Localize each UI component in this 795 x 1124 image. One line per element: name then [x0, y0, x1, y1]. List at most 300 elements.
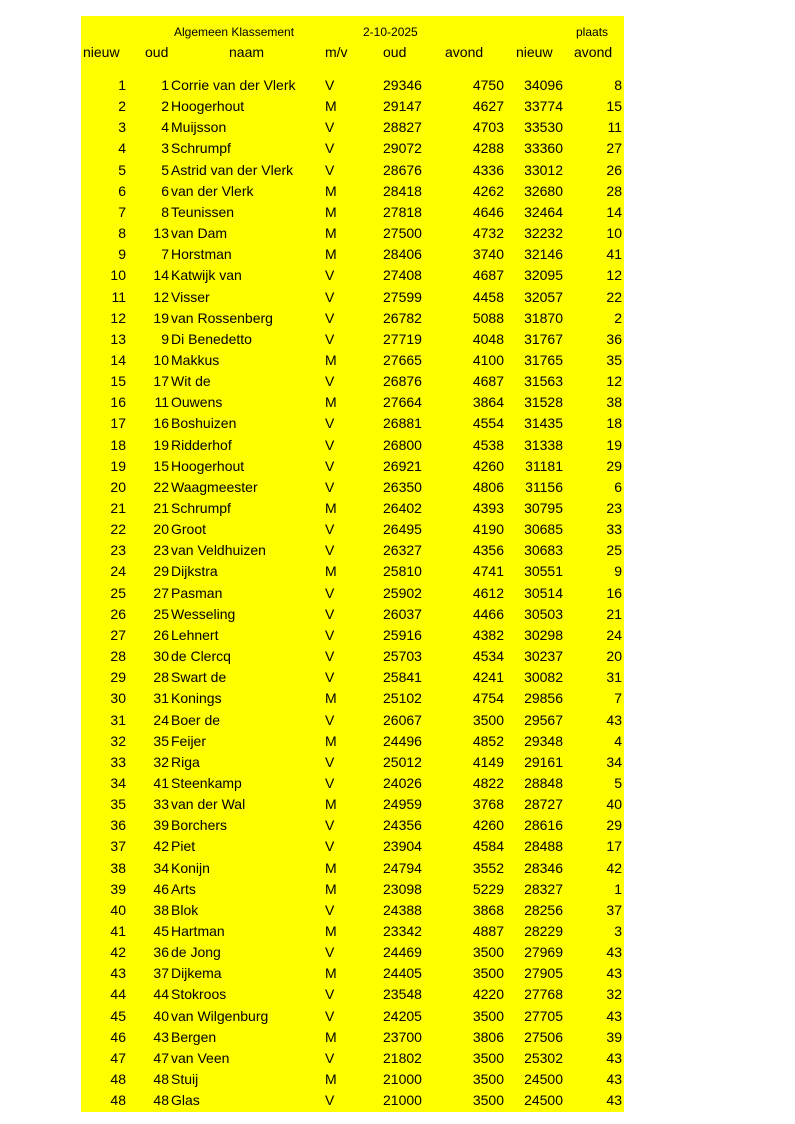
points-old: 25102: [383, 690, 422, 707]
points-new: 29567: [524, 711, 563, 728]
rank-new: 42: [110, 944, 126, 961]
rank-old: 15: [153, 457, 169, 474]
rank-old: 12: [153, 288, 169, 305]
rank-new: 46: [110, 1028, 126, 1045]
player-name: Wit de: [171, 373, 211, 390]
rank-new: 23: [110, 542, 126, 559]
points-evening: 4288: [472, 140, 504, 157]
points-old: 28676: [383, 161, 422, 178]
points-evening: 4806: [472, 478, 504, 495]
points-evening: 5229: [472, 880, 504, 897]
rank-new: 22: [110, 521, 126, 538]
player-name: Riga: [171, 753, 200, 770]
table-row: [81, 604, 624, 625]
rank-new: 48: [110, 1092, 126, 1109]
points-new: 28488: [524, 838, 563, 855]
points-new: 30685: [524, 521, 563, 538]
points-evening: 4538: [472, 436, 504, 453]
table-row: [81, 921, 624, 942]
evening-place: 24: [606, 626, 622, 643]
rank-old: 35: [153, 732, 169, 749]
rank-new: 41: [110, 923, 126, 939]
gender: M: [325, 225, 337, 242]
rank-old: 41: [153, 774, 169, 791]
table-row: [81, 667, 624, 688]
rank-old: 2: [161, 98, 169, 115]
gender: M: [325, 1028, 337, 1045]
plaats-label: plaats: [576, 25, 609, 39]
player-name: van Veen: [171, 1049, 230, 1066]
points-new: 31563: [524, 373, 563, 390]
rank-old: 45: [153, 923, 169, 939]
header-oud-punten: oud: [383, 44, 407, 60]
points-evening: 4703: [472, 119, 504, 136]
evening-place: 43: [606, 965, 622, 982]
points-old: 26876: [383, 373, 422, 390]
points-evening: 4048: [472, 330, 504, 347]
gender: M: [325, 690, 337, 707]
points-old: 25810: [383, 563, 422, 580]
evening-place: 43: [606, 1049, 622, 1066]
player-name: Blok: [171, 901, 199, 918]
player-name: Corrie van der Vlerk: [171, 77, 296, 93]
evening-place: 43: [606, 1071, 622, 1088]
player-name: Schrumpf: [171, 500, 231, 516]
table-row: [81, 815, 624, 836]
rank-old: 21: [153, 500, 169, 516]
evening-place: 12: [606, 267, 622, 284]
points-evening: 4732: [472, 225, 504, 242]
points-old: 26881: [383, 415, 422, 432]
evening-place: 1: [614, 880, 622, 897]
evening-place: 31: [606, 669, 622, 686]
gender: V: [325, 605, 335, 622]
rank-old: 11: [154, 394, 169, 411]
gender: V: [325, 436, 335, 453]
points-evening: 4534: [472, 648, 504, 665]
points-old: 25916: [383, 626, 422, 643]
player-name: Ouwens: [171, 394, 223, 411]
table-row: [81, 413, 624, 434]
player-name: Boshuizen: [171, 415, 237, 432]
player-name: Groot: [171, 521, 207, 538]
rank-old: 14: [153, 267, 169, 284]
rank-new: 3: [118, 119, 126, 136]
evening-place: 18: [606, 415, 622, 432]
points-old: 23700: [383, 1028, 422, 1045]
gender: V: [325, 457, 335, 474]
table-row: [81, 1090, 624, 1111]
player-name: Konings: [171, 690, 222, 707]
rank-new: 43: [110, 965, 126, 982]
points-new: 29161: [524, 753, 563, 770]
points-old: 28827: [383, 119, 422, 136]
table-row: [81, 96, 624, 117]
gender: V: [325, 626, 335, 643]
table-row: [81, 223, 624, 244]
evening-place: 23: [606, 500, 622, 516]
gender: V: [325, 838, 335, 855]
header-avond-plaats: avond: [574, 44, 613, 60]
points-old: 25703: [383, 648, 422, 665]
rank-new: 16: [110, 394, 126, 411]
header-mv: m/v: [325, 44, 348, 60]
points-evening: 4754: [472, 690, 504, 707]
points-new: 31765: [524, 351, 563, 368]
points-evening: 3868: [472, 901, 504, 918]
player-name: Piet: [171, 838, 196, 855]
evening-place: 26: [606, 161, 622, 178]
points-new: 29348: [524, 732, 563, 749]
points-evening: 3740: [472, 246, 504, 263]
points-old: 26495: [383, 521, 422, 538]
rank-old: 24: [153, 711, 169, 728]
table-row: [81, 456, 624, 477]
points-old: 26782: [383, 309, 422, 326]
rank-old: 26: [153, 626, 169, 643]
points-old: 29147: [383, 98, 422, 115]
evening-place: 37: [606, 901, 622, 918]
table-row: [81, 519, 624, 540]
points-new: 28848: [524, 774, 563, 791]
rank-new: 10: [110, 267, 126, 284]
player-name: van der Wal: [171, 796, 246, 813]
gender: M: [325, 859, 337, 876]
player-name: Pasman: [171, 584, 223, 601]
player-name: Visser: [171, 288, 210, 305]
points-old: 24794: [383, 859, 422, 876]
points-evening: 5088: [472, 309, 504, 326]
points-new: 31156: [525, 478, 563, 495]
evening-place: 12: [606, 373, 622, 390]
gender: M: [325, 246, 337, 263]
rank-new: 48: [110, 1071, 126, 1088]
player-name: Swart de: [171, 669, 227, 686]
rank-new: 19: [110, 457, 126, 474]
player-name: Glas: [171, 1092, 200, 1109]
points-new: 28727: [524, 796, 563, 813]
evening-place: 16: [606, 584, 622, 601]
evening-place: 6: [614, 478, 622, 495]
player-name: Horstman: [171, 246, 232, 263]
points-evening: 3500: [472, 1071, 504, 1088]
player-name: de Jong: [171, 944, 221, 961]
table-row: [81, 287, 624, 308]
player-name: Astrid van der Vlerk: [171, 161, 294, 178]
player-name: Ridderhof: [171, 436, 232, 453]
points-evening: 3500: [472, 1092, 504, 1109]
points-old: 24388: [383, 901, 422, 918]
points-evening: 4627: [472, 98, 504, 115]
rank-old: 27: [153, 584, 169, 601]
player-name: Schrumpf: [171, 140, 231, 157]
points-old: 21000: [383, 1071, 422, 1088]
header-naam: naam: [229, 44, 265, 60]
points-evening: 4356: [472, 542, 504, 559]
points-new: 33530: [524, 119, 563, 136]
player-name: Dijkstra: [171, 563, 218, 580]
rank-new: 5: [118, 161, 126, 178]
points-evening: 3864: [472, 394, 504, 411]
rank-new: 47: [110, 1049, 126, 1066]
gender: V: [325, 288, 335, 305]
table-row: [81, 371, 624, 392]
points-new: 30082: [524, 669, 563, 686]
table-row: [81, 117, 624, 138]
gender: V: [325, 1092, 335, 1109]
evening-place: 33: [606, 521, 622, 538]
points-old: 28406: [383, 246, 422, 263]
rank-old: 19: [153, 309, 169, 326]
player-name: Hoogerhout: [171, 98, 245, 115]
points-evening: 4687: [472, 373, 504, 390]
evening-place: 19: [606, 436, 622, 453]
points-old: 24356: [383, 817, 422, 834]
rank-old: 25: [153, 605, 169, 622]
rank-new: 24: [110, 563, 126, 580]
rank-old: 47: [153, 1049, 169, 1066]
points-new: 33012: [524, 161, 563, 178]
points-new: 30683: [524, 542, 563, 559]
player-name: Hoogerhout: [171, 457, 245, 474]
gender: V: [325, 648, 335, 665]
gender: M: [325, 500, 337, 516]
points-evening: 4262: [472, 182, 504, 199]
points-old: 23098: [383, 880, 422, 897]
points-old: 25902: [383, 584, 422, 601]
evening-place: 3: [614, 923, 622, 939]
player-name: Steenkamp: [171, 774, 242, 791]
rank-old: 1: [161, 77, 169, 93]
points-evening: 4260: [472, 457, 504, 474]
gender: M: [325, 98, 337, 115]
points-evening: 4687: [472, 267, 504, 284]
gender: V: [325, 986, 335, 1003]
player-name: Muijsson: [171, 119, 227, 136]
gender: V: [325, 309, 335, 326]
gender: V: [325, 140, 335, 157]
points-new: 31767: [524, 330, 563, 347]
points-evening: 4887: [472, 923, 504, 939]
rank-new: 28: [110, 648, 126, 665]
rank-new: 30: [110, 690, 126, 707]
gender: M: [325, 394, 337, 411]
points-new: 32146: [524, 246, 563, 263]
rank-old: 3: [161, 140, 169, 157]
table-row: [81, 710, 624, 731]
points-evening: 3500: [472, 1007, 504, 1024]
table-row: [81, 1027, 624, 1048]
rank-new: 36: [110, 817, 126, 834]
rank-new: 25: [110, 584, 126, 601]
rank-old: 28: [153, 669, 169, 686]
table-row: [81, 138, 624, 159]
evening-place: 17: [606, 838, 622, 855]
gender: M: [325, 203, 337, 220]
points-evening: 3500: [472, 1049, 504, 1066]
rank-old: 33: [153, 796, 169, 813]
table-row: [81, 583, 624, 604]
points-evening: 3552: [472, 859, 504, 876]
rank-new: 35: [110, 796, 126, 813]
table-row: [81, 540, 624, 561]
points-new: 28256: [524, 901, 563, 918]
player-name: van Dam: [171, 225, 228, 242]
points-old: 23904: [383, 838, 422, 855]
table-row: [81, 752, 624, 773]
rank-new: 12: [110, 309, 126, 326]
gender: V: [325, 542, 335, 559]
points-old: 27500: [383, 225, 422, 242]
player-name: Hartman: [171, 923, 225, 939]
gender: V: [325, 373, 335, 390]
player-name: Bergen: [171, 1028, 217, 1045]
rank-old: 34: [153, 859, 169, 876]
rank-new: 6: [118, 182, 126, 199]
gender: M: [325, 351, 337, 368]
rank-new: 37: [110, 838, 126, 855]
rank-new: 4: [118, 140, 126, 157]
points-new: 27768: [524, 986, 563, 1003]
points-new: 34096: [524, 77, 563, 93]
rank-old: 22: [153, 478, 169, 495]
evening-place: 32: [606, 986, 622, 1003]
gender: M: [325, 182, 337, 199]
rank-old: 9: [161, 330, 169, 347]
table-row: [81, 202, 624, 223]
rank-old: 42: [153, 838, 169, 855]
player-name: van Wilgenburg: [171, 1007, 269, 1024]
points-old: 23342: [383, 923, 422, 939]
points-new: 28616: [524, 817, 563, 834]
points-new: 30795: [524, 500, 563, 516]
rank-old: 19: [153, 436, 169, 453]
evening-place: 43: [606, 944, 622, 961]
table-row: [81, 984, 624, 1005]
points-new: 32057: [524, 288, 563, 305]
rank-new: 9: [118, 246, 126, 263]
evening-place: 25: [606, 542, 622, 559]
gender: V: [325, 119, 335, 136]
table-row: [81, 879, 624, 900]
points-new: 27969: [524, 944, 563, 961]
points-old: 26037: [383, 605, 422, 622]
table-row: [81, 160, 624, 181]
table-row: [81, 308, 624, 329]
points-new: 30503: [524, 605, 563, 622]
points-new: 31870: [524, 309, 563, 326]
gender: V: [325, 944, 335, 961]
gender: V: [325, 1049, 335, 1066]
rank-new: 1: [118, 77, 126, 93]
rank-new: 7: [118, 203, 126, 220]
player-name: Borchers: [171, 817, 228, 834]
rank-new: 8: [118, 225, 126, 242]
gender: M: [325, 732, 337, 749]
table-row: [81, 773, 624, 794]
player-name: Katwijk van: [171, 267, 242, 284]
rank-old: 13: [153, 225, 169, 242]
evening-place: 40: [606, 796, 622, 813]
rank-old: 30: [153, 648, 169, 665]
points-new: 30551: [524, 563, 563, 580]
evening-place: 15: [606, 98, 622, 115]
points-evening: 3500: [472, 944, 504, 961]
header-oud: oud: [145, 44, 169, 60]
evening-place: 9: [614, 563, 622, 580]
gender: V: [325, 1007, 335, 1024]
gender: V: [325, 415, 335, 432]
points-evening: 4750: [472, 77, 504, 93]
table-row: [81, 498, 624, 519]
table-row: [81, 1069, 624, 1090]
evening-place: 35: [606, 351, 622, 368]
evening-place: 20: [606, 648, 622, 665]
rank-new: 32: [110, 732, 126, 749]
rank-old: 43: [153, 1028, 169, 1045]
player-name: Teunissen: [171, 203, 235, 220]
sheet-date: 2-10-2025: [363, 25, 418, 39]
evening-place: 14: [606, 203, 622, 220]
gender: V: [325, 753, 335, 770]
points-evening: 4336: [472, 161, 504, 178]
rank-old: 38: [153, 901, 169, 918]
rank-old: 36: [153, 944, 169, 961]
player-name: Feijer: [171, 732, 207, 749]
points-new: 24500: [524, 1092, 563, 1109]
rank-old: 48: [153, 1092, 169, 1109]
gender: V: [325, 774, 335, 791]
points-evening: 4393: [472, 500, 504, 516]
rank-new: 34: [110, 774, 126, 791]
points-evening: 4190: [472, 521, 504, 538]
player-name: Lehnert: [171, 626, 219, 643]
points-evening: 4822: [472, 774, 504, 791]
rank-new: 29: [110, 669, 126, 686]
gender: V: [325, 584, 335, 601]
points-old: 27665: [383, 351, 422, 368]
rank-new: 38: [110, 859, 126, 876]
rank-new: 2: [118, 98, 126, 115]
points-old: 27408: [383, 267, 422, 284]
rank-old: 20: [153, 521, 169, 538]
table-row: [81, 900, 624, 921]
gender: M: [325, 1071, 337, 1088]
gender: V: [325, 817, 335, 834]
table-row: [81, 963, 624, 984]
rank-new: 20: [110, 478, 126, 495]
gender: V: [325, 267, 335, 284]
player-name: Stuij: [171, 1071, 199, 1088]
player-name: Stokroos: [171, 986, 227, 1003]
table-row: [81, 858, 624, 879]
points-old: 24959: [383, 796, 422, 813]
gender: M: [325, 965, 337, 982]
points-new: 33774: [524, 98, 563, 115]
points-new: 27506: [524, 1028, 563, 1045]
points-old: 27818: [383, 203, 422, 220]
evening-place: 4: [614, 732, 622, 749]
points-old: 24026: [383, 774, 422, 791]
points-old: 29072: [383, 140, 422, 157]
rank-new: 13: [110, 330, 126, 347]
points-evening: 4100: [472, 351, 504, 368]
evening-place: 42: [606, 859, 622, 876]
table-row: [81, 329, 624, 350]
rank-old: 23: [153, 542, 169, 559]
evening-place: 43: [606, 1092, 622, 1109]
points-evening: 3806: [472, 1028, 504, 1045]
